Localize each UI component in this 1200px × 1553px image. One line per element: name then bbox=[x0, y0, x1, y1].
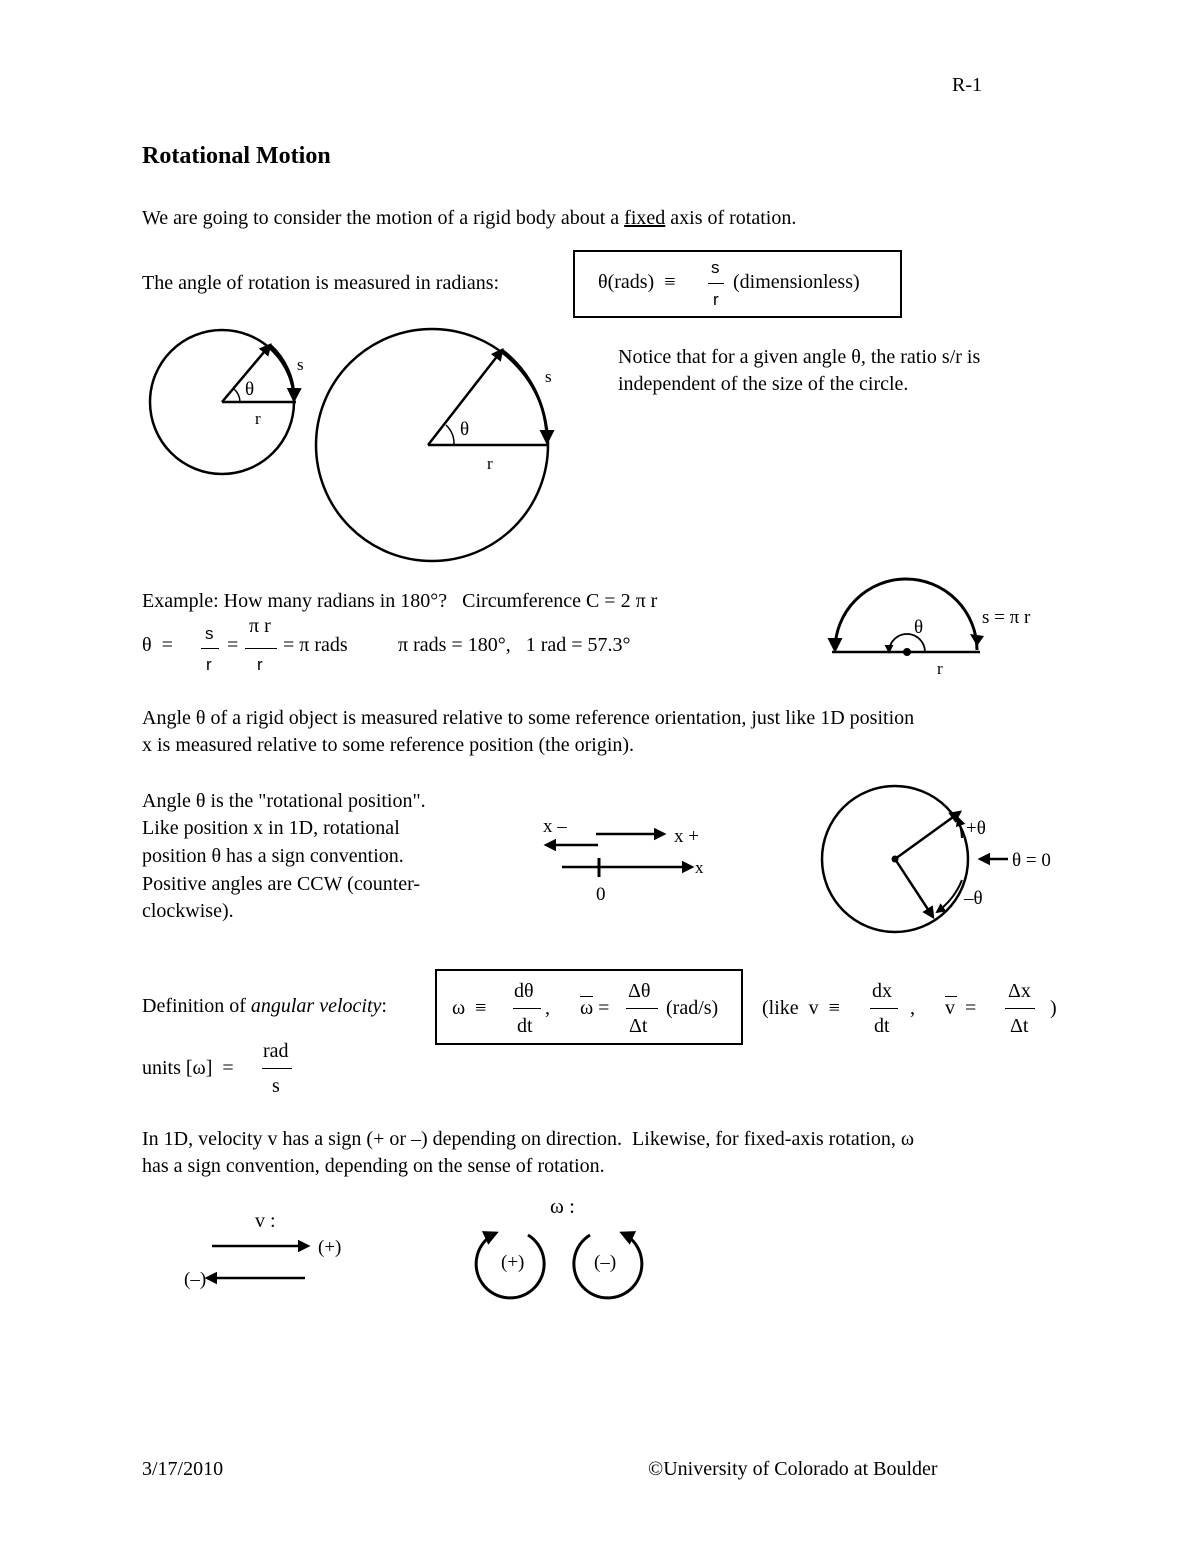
notice-line-1: Notice that for a given angle θ, the ratio s/r is bbox=[618, 346, 981, 368]
minus-theta-label: –θ bbox=[964, 888, 983, 909]
footer-copyright: ©University of Colorado at Boulder bbox=[648, 1458, 938, 1480]
v-frac-bar bbox=[870, 1008, 898, 1009]
omega-def: ω ≡ bbox=[452, 997, 487, 1019]
example-question: Example: How many radians in 180°? Circumference C = 2 π r bbox=[142, 590, 658, 612]
sign-line-1: In 1D, velocity v has a sign (+ or –) depending on direction. Likewise, for fixed-axis rotation, ω bbox=[142, 1128, 915, 1150]
example-result: = π rads bbox=[283, 634, 348, 656]
units-s: s bbox=[272, 1075, 280, 1097]
omega-minus-label: (–) bbox=[594, 1252, 617, 1273]
example-conversion: π rads = 180°, 1 rad = 57.3° bbox=[398, 634, 631, 656]
example-frac2-num: π r bbox=[249, 615, 271, 637]
semicircle-diagram bbox=[832, 579, 984, 656]
rot-line-1: Angle θ is the "rotational position". bbox=[142, 790, 426, 812]
omega-bar: ω = bbox=[580, 997, 610, 1019]
example-eq1: = bbox=[227, 634, 239, 656]
units-frac-bar bbox=[262, 1068, 292, 1069]
sign-line-2: has a sign convention, depending on the sense of rotation. bbox=[142, 1155, 605, 1177]
semicircle-r-label: r bbox=[937, 659, 943, 678]
rot-line-2: Like position x in 1D, rotational bbox=[142, 817, 400, 839]
velocity-sign-arrows bbox=[207, 1246, 308, 1278]
axis-x: x bbox=[695, 858, 704, 877]
vbar-dx: Δx bbox=[1008, 980, 1031, 1002]
axis-diagram bbox=[546, 834, 692, 877]
semicircle-s-label: s = π r bbox=[982, 607, 1031, 628]
omega-plus-label: (+) bbox=[501, 1252, 525, 1273]
formula-lhs: θ(rads) ≡ bbox=[598, 271, 676, 293]
delta-frac-bar bbox=[626, 1008, 658, 1009]
axis-x-plus: x + bbox=[674, 826, 699, 847]
v-dx: dx bbox=[872, 980, 892, 1002]
axis-zero: 0 bbox=[596, 884, 606, 905]
angular-velocity-label: Definition of angular velocity: bbox=[142, 995, 387, 1017]
plus-theta-label: +θ bbox=[966, 818, 986, 839]
d-frac-bar bbox=[513, 1008, 541, 1009]
large-circle-diagram bbox=[316, 329, 548, 561]
large-s-label: s bbox=[545, 367, 552, 386]
radians-text: The angle of rotation is measured in radians: bbox=[142, 272, 500, 294]
v-comma: , bbox=[910, 997, 915, 1019]
notice-line-2: independent of the size of the circle. bbox=[618, 373, 909, 395]
rad-per-s: (rad/s) bbox=[666, 997, 719, 1019]
vbar-frac-bar bbox=[1005, 1008, 1035, 1009]
intro-text: We are going to consider the motion of a rigid body about a fixed axis of rotation. bbox=[142, 207, 797, 229]
example-theta-eq: θ = bbox=[142, 634, 173, 656]
rot-line-5: clockwise). bbox=[142, 900, 234, 922]
page-number: R-1 bbox=[952, 74, 982, 96]
d-theta: dθ bbox=[514, 980, 534, 1002]
example-frac2-den: r bbox=[257, 655, 263, 674]
rot-line-3: position θ has a sign convention. bbox=[142, 845, 404, 867]
fixed-word: fixed bbox=[624, 207, 666, 229]
formula-denominator: r bbox=[713, 290, 719, 309]
like-v: (like v ≡ bbox=[762, 997, 840, 1019]
d-comma: , bbox=[545, 997, 550, 1019]
rot-line-4: Positive angles are CCW (counter- bbox=[142, 873, 421, 895]
v-minus-label: (–) bbox=[184, 1269, 207, 1290]
small-circle-diagram bbox=[150, 330, 296, 474]
example-frac1-den: r bbox=[206, 655, 212, 674]
reference-line-2: x is measured relative to some reference position (the origin). bbox=[142, 734, 635, 756]
v-plus-label: (+) bbox=[318, 1237, 342, 1258]
small-theta-label: θ bbox=[245, 379, 255, 400]
rotation-circle-diagram bbox=[822, 786, 1008, 932]
omega-label: ω : bbox=[550, 1194, 575, 1218]
small-s-label: s bbox=[297, 355, 304, 374]
vbar: v = bbox=[945, 997, 977, 1019]
large-theta-label: θ bbox=[460, 419, 470, 440]
close-paren: ) bbox=[1050, 997, 1057, 1019]
v-dt: dt bbox=[874, 1015, 890, 1037]
page-title: Rotational Motion bbox=[142, 143, 331, 169]
example-frac1-bar bbox=[201, 648, 219, 649]
semicircle-theta-label: θ bbox=[914, 617, 924, 638]
axis-x-minus: x – bbox=[543, 816, 567, 837]
footer-date: 3/17/2010 bbox=[142, 1458, 224, 1480]
d-t: dt bbox=[517, 1015, 533, 1037]
formula-rhs: (dimensionless) bbox=[733, 271, 860, 293]
example-frac1-num: s bbox=[205, 624, 214, 643]
vbar-dt: Δt bbox=[1010, 1015, 1029, 1037]
angular-velocity-term: angular velocity bbox=[250, 995, 382, 1017]
units-rad: rad bbox=[263, 1040, 289, 1062]
formula-numerator: s bbox=[711, 258, 720, 277]
units-label: units [ω] = bbox=[142, 1057, 234, 1079]
delta-t: Δt bbox=[629, 1015, 648, 1037]
v-label: v : bbox=[255, 1210, 276, 1232]
small-r-label: r bbox=[255, 409, 261, 428]
reference-line-1: Angle θ of a rigid object is measured relative to some reference orientation, just like 1D position bbox=[142, 707, 915, 729]
large-r-label: r bbox=[487, 454, 493, 473]
example-frac2-bar bbox=[245, 648, 277, 649]
delta-theta: Δθ bbox=[628, 980, 651, 1002]
theta-zero-label: θ = 0 bbox=[1012, 850, 1051, 871]
